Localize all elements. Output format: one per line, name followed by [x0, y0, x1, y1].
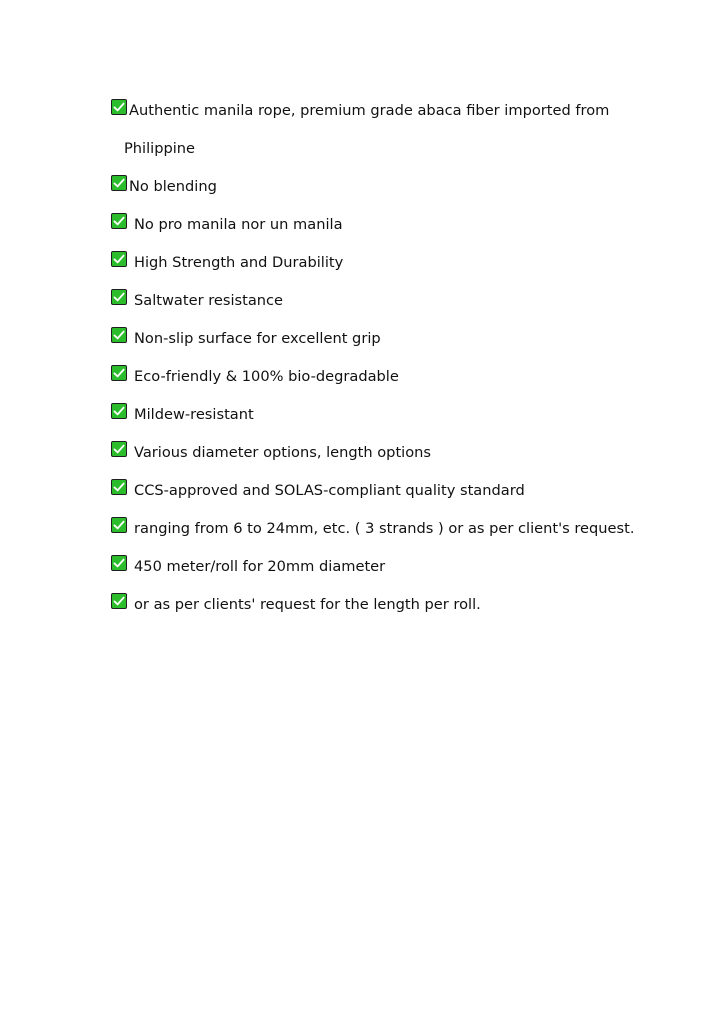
list-item-text: No blending — [129, 178, 217, 195]
list-item — [111, 244, 671, 282]
list-item-text: CCS-approved and SOLAS-compliant quality standard — [134, 482, 525, 499]
check-mark-icon — [111, 365, 127, 381]
check-mark-icon — [111, 479, 127, 495]
list-item — [111, 320, 671, 358]
list-item-text: or as per clients' request for the length per roll. — [134, 596, 481, 613]
list-item — [111, 358, 671, 396]
list-item-text — [124, 92, 610, 168]
list-item — [111, 434, 671, 472]
check-mark-icon — [111, 327, 127, 343]
list-item-text: Various diameter options, length options — [134, 444, 431, 461]
feature-list — [111, 92, 671, 624]
list-item — [111, 472, 671, 510]
list-item — [111, 282, 671, 320]
list-item — [111, 586, 671, 624]
check-mark-icon — [111, 517, 127, 533]
check-mark-icon — [111, 175, 127, 191]
list-item — [111, 206, 671, 244]
check-mark-icon — [111, 213, 127, 229]
check-mark-icon — [111, 251, 127, 267]
check-mark-icon — [111, 289, 127, 305]
list-item-text-line1: Authentic manila rope, premium grade abaca fiber imported from — [129, 102, 610, 119]
list-item-text: High Strength and Durability — [134, 254, 344, 271]
list-item-text: No pro manila nor un manila — [134, 216, 343, 233]
check-mark-icon — [111, 99, 127, 115]
list-item — [111, 396, 671, 434]
list-item — [111, 92, 671, 168]
list-item-text: 450 meter/roll for 20mm diameter — [134, 558, 386, 575]
check-mark-icon — [111, 593, 127, 609]
list-item-text: Saltwater resistance — [134, 292, 284, 309]
check-mark-icon — [111, 403, 127, 419]
list-item — [111, 510, 671, 548]
list-item-text: Mildew-resistant — [134, 406, 254, 423]
list-item — [111, 548, 671, 586]
list-item-text: Non-slip surface for excellent grip — [134, 330, 381, 347]
check-mark-icon — [111, 555, 127, 571]
list-item-text: Eco-friendly & 100% bio-degradable — [134, 368, 399, 385]
list-item-text: ranging from 6 to 24mm, etc. ( 3 strands ) or as per client's request. — [134, 520, 635, 537]
check-mark-icon — [111, 441, 127, 457]
list-item — [111, 168, 671, 206]
list-item-text-line2: Philippine — [124, 140, 196, 157]
